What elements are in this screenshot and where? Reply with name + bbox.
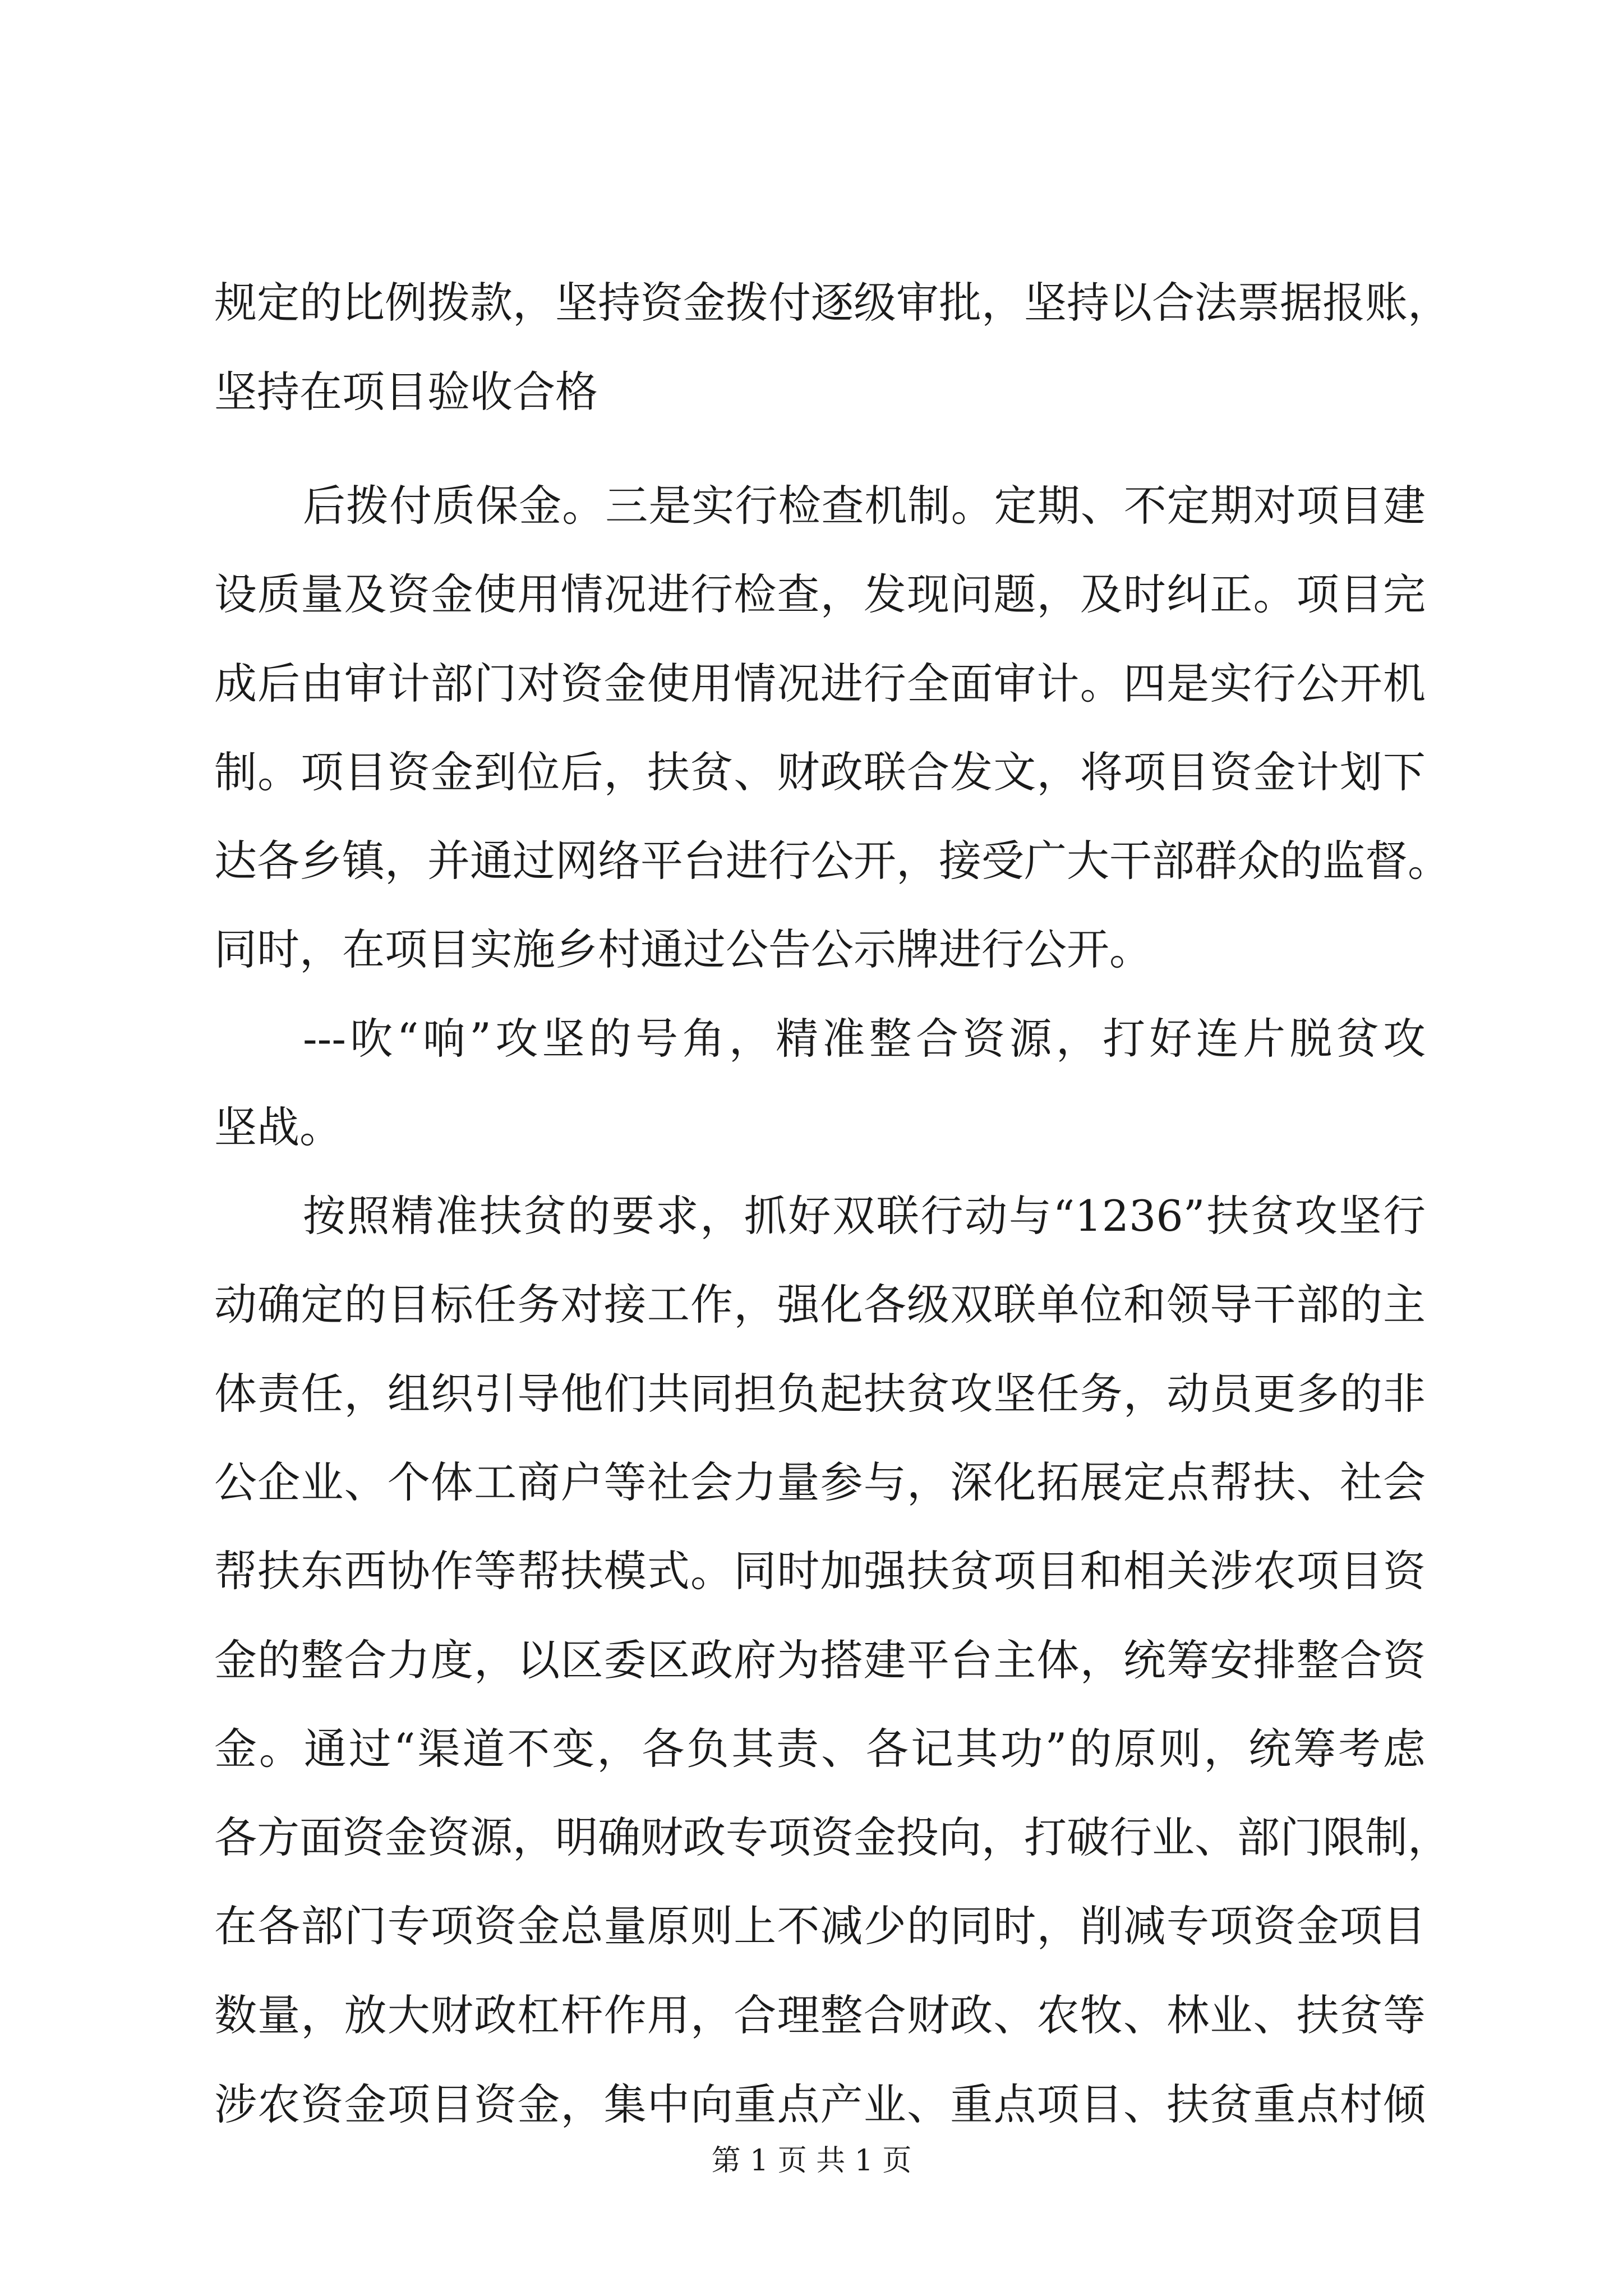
section-heading-line: ---吹“响”攻坚的号角，精准整合资源，打好连片脱贫攻 [303, 1014, 1426, 1064]
text-line: 数量，放大财政杠杆作用，合理整合财政、农牧、林业、扶贫等 [214, 1990, 1426, 2040]
text-line: 同时，在项目实施乡村通过公告公示牌进行公开。 [214, 924, 1152, 974]
text-line: 各方面资金资源，明确财政专项资金投向，打破行业、部门限制， [214, 1812, 1450, 1862]
text-line: 帮扶东西协作等帮扶模式。同时加强扶贫项目和相关涉农项目资 [214, 1546, 1426, 1596]
text-line: 在各部门专项资金总量原则上不减少的同时，削减专项资金项目 [214, 1901, 1426, 1951]
paragraph-first-line: 后拨付质保金。三是实行检查机制。定期、不定期对项目建 [303, 481, 1426, 531]
text-line: 成后由审计部门对资金使用情况进行全面审计。四是实行公开机 [214, 659, 1426, 708]
text-line: 制。项目资金到位后，扶贫、财政联合发文，将项目资金计划下 [214, 747, 1426, 797]
text-line: 金。通过“渠道不变，各负其责、各记其功”的原则，统筹考虑 [214, 1724, 1426, 1774]
section-heading-line: 坚战。 [214, 1102, 342, 1152]
text-line-last: 涉农资金项目资金，集中向重点产业、重点项目、扶贫重点村倾 [214, 2079, 1426, 2129]
text-line: 设质量及资金使用情况进行检查，发现问题，及时纠正。项目完 [214, 569, 1426, 619]
text-line: 公企业、个体工商户等社会力量参与，深化拓展定点帮扶、社会 [214, 1457, 1426, 1507]
page-footer: 第 1 页 共 1 页 [711, 2144, 912, 2178]
text-line: 规定的比例拨款，坚持资金拨付逐级审批，坚持以合法票据报账， [214, 278, 1450, 328]
paragraph-first-line: 按照精准扶贫的要求，抓好双联行动与“1236”扶贫攻坚行 [303, 1191, 1426, 1241]
text-line: 达各乡镇，并通过网络平台进行公开，接受广大干部群众的监督。 [214, 836, 1450, 886]
text-line: 动确定的目标任务对接工作，强化各级双联单位和领导干部的主 [214, 1280, 1426, 1329]
text-line: 金的整合力度，以区委区政府为搭建平台主体，统筹安排整合资 [214, 1635, 1426, 1685]
text-line: 坚持在项目验收合格 [214, 367, 598, 417]
text-line: 体责任，组织引导他们共同担负起扶贫攻坚任务，动员更多的非 [214, 1369, 1426, 1419]
